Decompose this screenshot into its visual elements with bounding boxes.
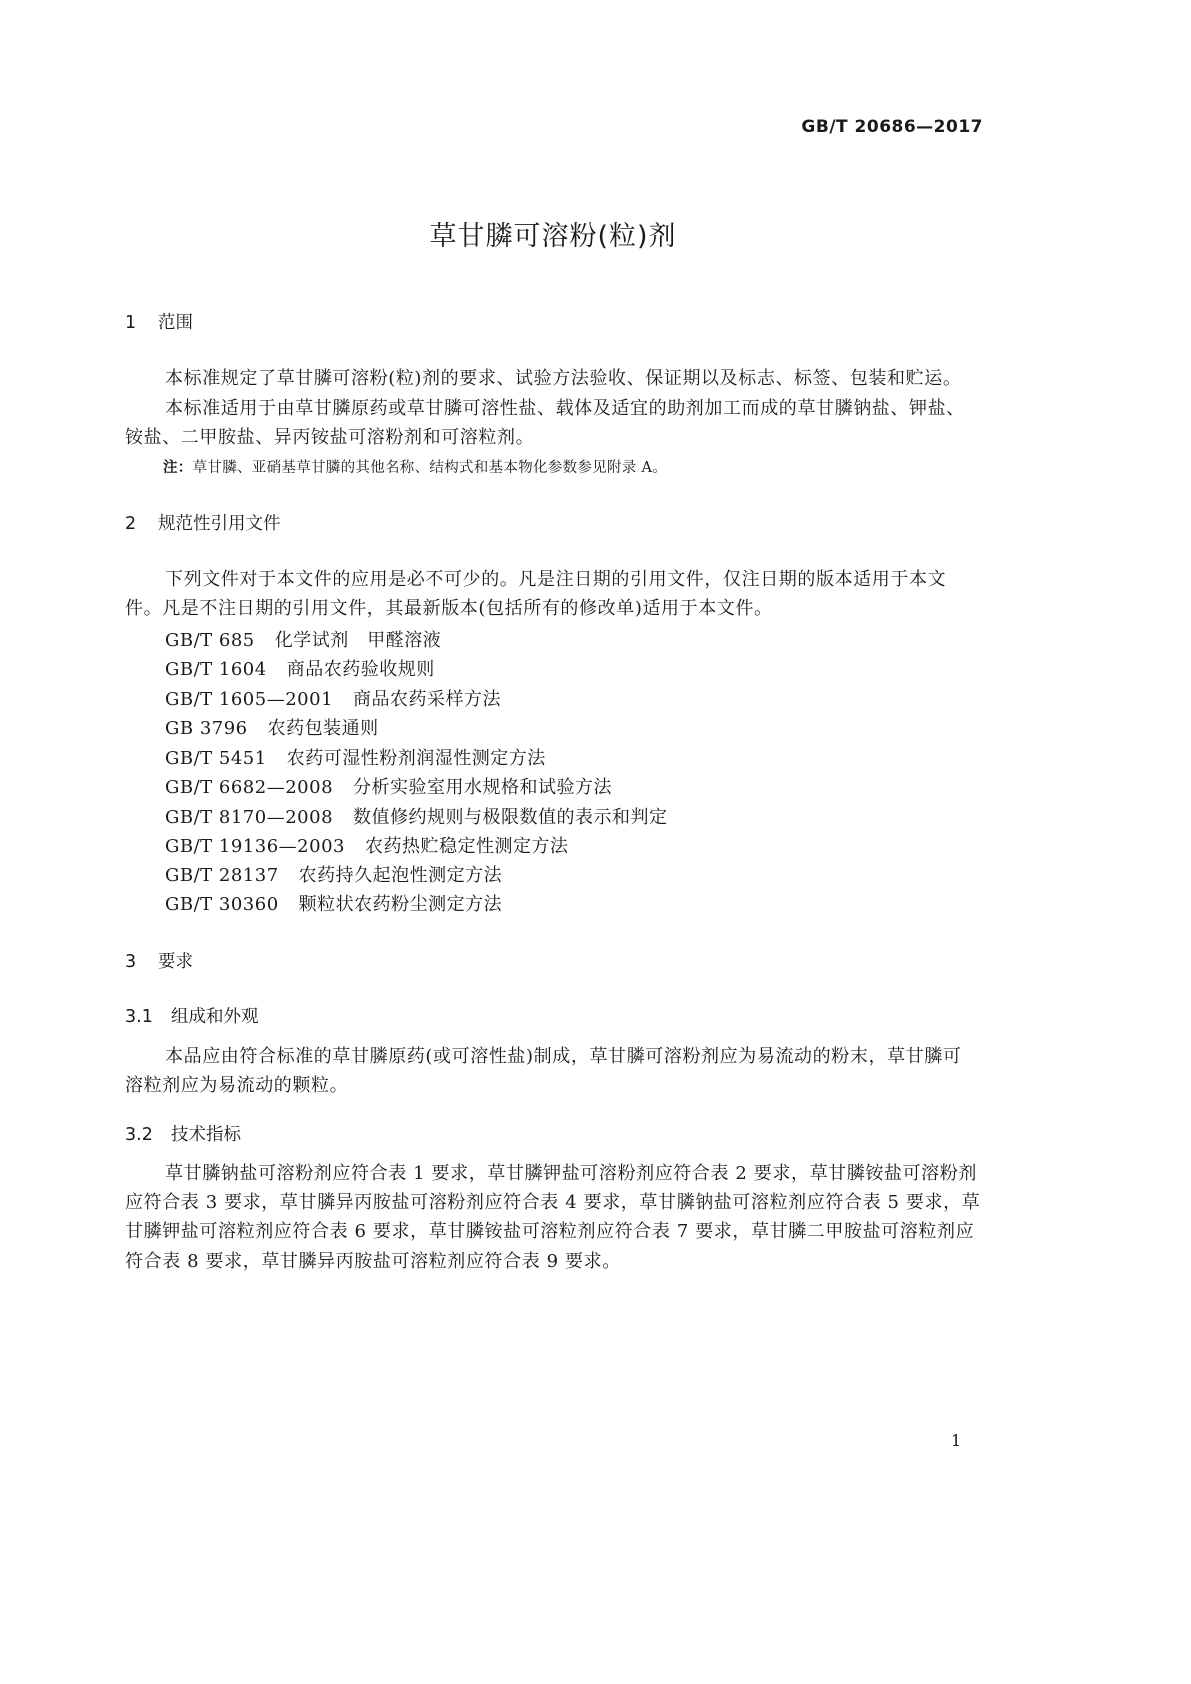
reference-title: 农药包装通则 [267,718,379,739]
paragraph: 本标准规定了草甘膦可溶粉(粒)剂的要求、试验方法验收、保证期以及标志、标签、包装和贮运。 [165,368,962,389]
section-title: 规范性引用文件 [158,514,281,534]
reference-title: 化学试剂 甲醛溶液 [274,630,442,651]
reference-title: 农药持久起泡性测定方法 [298,865,503,886]
paragraph: 本标准适用于由草甘膦原药或草甘膦可溶性盐、载体及适宜的助剂加工而成的草甘膦钠盐、钾盐、 [165,398,965,419]
reference-title: 颗粒状农药粉尘测定方法 [298,894,503,915]
section-title: 范围 [158,313,193,333]
subsection-title: 组成和外观 [171,1007,259,1027]
paragraph: 符合表 8 要求，草甘膦异丙胺盐可溶粒剂应符合表 9 要求。 [125,1251,621,1272]
section-title: 要求 [158,952,193,972]
reference-code: GB/T 30360 [165,894,279,915]
paragraph: 本品应由符合标准的草甘膦原药(或可溶性盐)制成，草甘膦可溶粉剂应为易流动的粉末，草甘膦可 [165,1046,962,1067]
reference-title: 农药可湿性粉剂润湿性测定方法 [286,748,546,769]
section-1-heading [125,309,193,334]
reference-code: GB/T 5451 [165,748,267,769]
note-label: 注： [163,460,193,476]
subsection-title: 技术指标 [171,1125,241,1145]
reference-code: GB/T 19136—2003 [165,836,345,857]
reference-title: 商品农药验收规则 [286,659,435,680]
subsection-3-1-heading [125,1003,259,1028]
reference-code: GB/T 8170—2008 [165,807,334,828]
page-number: 1 [951,1431,962,1450]
reference-title: 数值修约规则与极限数值的表示和判定 [353,807,668,828]
reference-item [165,773,612,799]
section-number: 2 [125,514,137,534]
standard-code: GB/T 20686—2017 [801,117,983,137]
paragraph: 铵盐、二甲胺盐、异丙铵盐可溶粉剂和可溶粒剂。 [125,427,535,448]
reference-item [165,685,501,711]
section-2-heading [125,510,281,535]
reference-code: GB/T 685 [165,630,255,651]
paragraph: 件。凡是不注日期的引用文件，其最新版本(包括所有的修改单)适用于本文件。 [125,598,773,619]
note [163,456,667,477]
reference-code: GB/T 1605—2001 [165,689,334,710]
reference-item [165,803,668,829]
document-title: 草甘膦可溶粉(粒)剂 [429,221,677,252]
section-3-heading [125,948,193,973]
reference-item [165,890,502,916]
reference-item [165,714,379,740]
paragraph: 溶粒剂应为易流动的颗粒。 [125,1075,349,1096]
note-text: 草甘膦、亚硝基草甘膦的其他名称、结构式和基本物化参数参见附录 A。 [192,460,668,476]
reference-code: GB/T 28137 [165,865,279,886]
reference-code: GB/T 6682—2008 [165,777,334,798]
subsection-3-2-heading [125,1121,241,1146]
reference-item [165,832,568,858]
paragraph: 甘膦钾盐可溶粒剂应符合表 6 要求，草甘膦铵盐可溶粒剂应符合表 7 要求，草甘膦二甲胺盐可溶粒剂应 [125,1221,975,1242]
section-number: 1 [125,313,137,333]
paragraph: 应符合表 3 要求，草甘膦异丙胺盐可溶粉剂应符合表 4 要求，草甘膦钠盐可溶粒剂应符合表 5 要求，草 [125,1192,981,1213]
section-number: 3 [125,952,137,972]
reference-item [165,861,502,887]
subsection-number: 3.2 [125,1125,153,1145]
reference-title: 农药热贮稳定性测定方法 [364,836,569,857]
reference-code: GB/T 1604 [165,659,267,680]
subsection-number: 3.1 [125,1007,153,1027]
reference-item [165,626,441,652]
paragraph: 下列文件对于本文件的应用是必不可少的。凡是注日期的引用文件，仅注日期的版本适用于本文 [165,569,947,590]
reference-code: GB 3796 [165,718,248,739]
reference-item [165,655,435,681]
reference-item [165,744,546,770]
reference-title: 商品农药采样方法 [353,689,502,710]
reference-title: 分析实验室用水规格和试验方法 [353,777,613,798]
paragraph: 草甘膦钠盐可溶粉剂应符合表 1 要求，草甘膦钾盐可溶粉剂应符合表 2 要求，草甘膦铵盐可溶粉剂 [165,1163,977,1184]
